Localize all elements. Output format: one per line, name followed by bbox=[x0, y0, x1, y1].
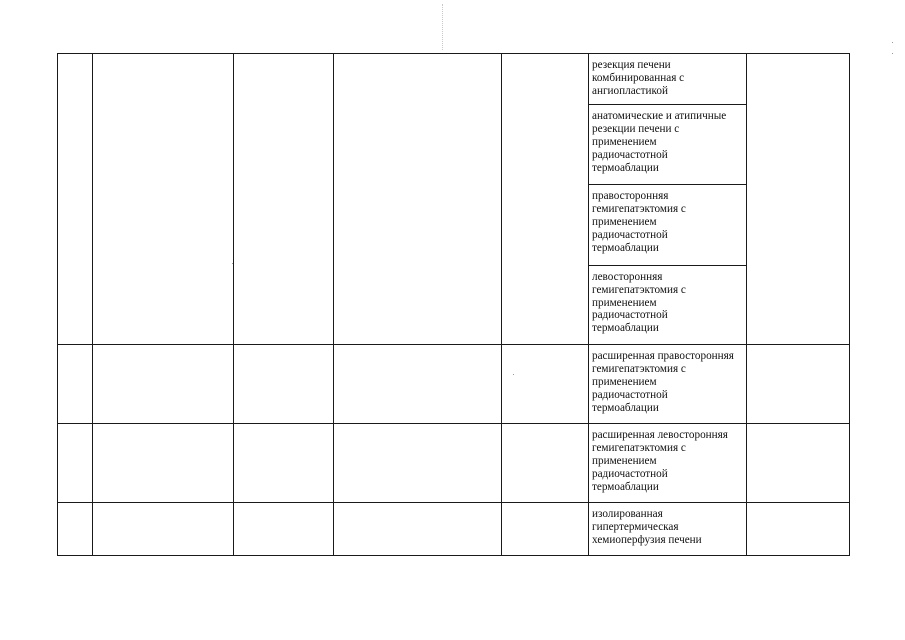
procedure-cell: расширенная правосторонняя гемигепатэктомия с применением радиочастотной термоаблации bbox=[589, 345, 747, 424]
code-cell bbox=[234, 503, 334, 556]
procedure-cell: анатомические и атипичные резекции печени с применением радиочастотной термоаблации bbox=[589, 105, 747, 185]
number-cell bbox=[58, 54, 93, 345]
number-cell bbox=[58, 424, 93, 503]
tariff-cell bbox=[747, 345, 850, 424]
code-cell bbox=[234, 345, 334, 424]
number-cell bbox=[58, 345, 93, 424]
diagnosis-cell bbox=[334, 424, 502, 503]
patient-model-cell bbox=[502, 424, 589, 503]
diagnosis-cell bbox=[334, 503, 502, 556]
table-row bbox=[58, 424, 850, 503]
profile-cell bbox=[93, 424, 234, 503]
profile-cell bbox=[93, 345, 234, 424]
profile-cell bbox=[93, 503, 234, 556]
table-row bbox=[58, 503, 850, 556]
scan-speck bbox=[892, 42, 893, 43]
procedure-cell: левосторонняя гемигепатэктомия с применением радиочастотной термоаблации bbox=[589, 265, 747, 344]
profile-cell bbox=[93, 54, 234, 345]
patient-model-cell bbox=[502, 54, 589, 345]
procedure-cell: резекция печени комбинированная с ангиопластикой bbox=[589, 54, 747, 105]
table-row bbox=[58, 54, 850, 105]
code-cell bbox=[234, 54, 334, 345]
patient-model-cell bbox=[502, 345, 589, 424]
procedure-cell: изолированная гипертермическая хемиоперфузия печени bbox=[589, 503, 747, 556]
tariff-cell bbox=[747, 503, 850, 556]
procedure-cell: расширенная левосторонняя гемигепатэктомия с применением радиочастотной термоаблации bbox=[589, 424, 747, 503]
number-cell bbox=[58, 503, 93, 556]
code-cell bbox=[234, 424, 334, 503]
tariff-cell bbox=[747, 54, 850, 345]
scan-speck bbox=[892, 53, 893, 54]
medical-procedures-table bbox=[57, 53, 850, 556]
tariff-cell bbox=[747, 424, 850, 503]
patient-model-cell bbox=[502, 503, 589, 556]
procedure-cell: правосторонняя гемигепатэктомия с применением радиочастотной термоаблации bbox=[589, 185, 747, 265]
diagnosis-cell bbox=[334, 54, 502, 345]
fold-line bbox=[442, 4, 443, 50]
table-row bbox=[58, 345, 850, 424]
diagnosis-cell bbox=[334, 345, 502, 424]
